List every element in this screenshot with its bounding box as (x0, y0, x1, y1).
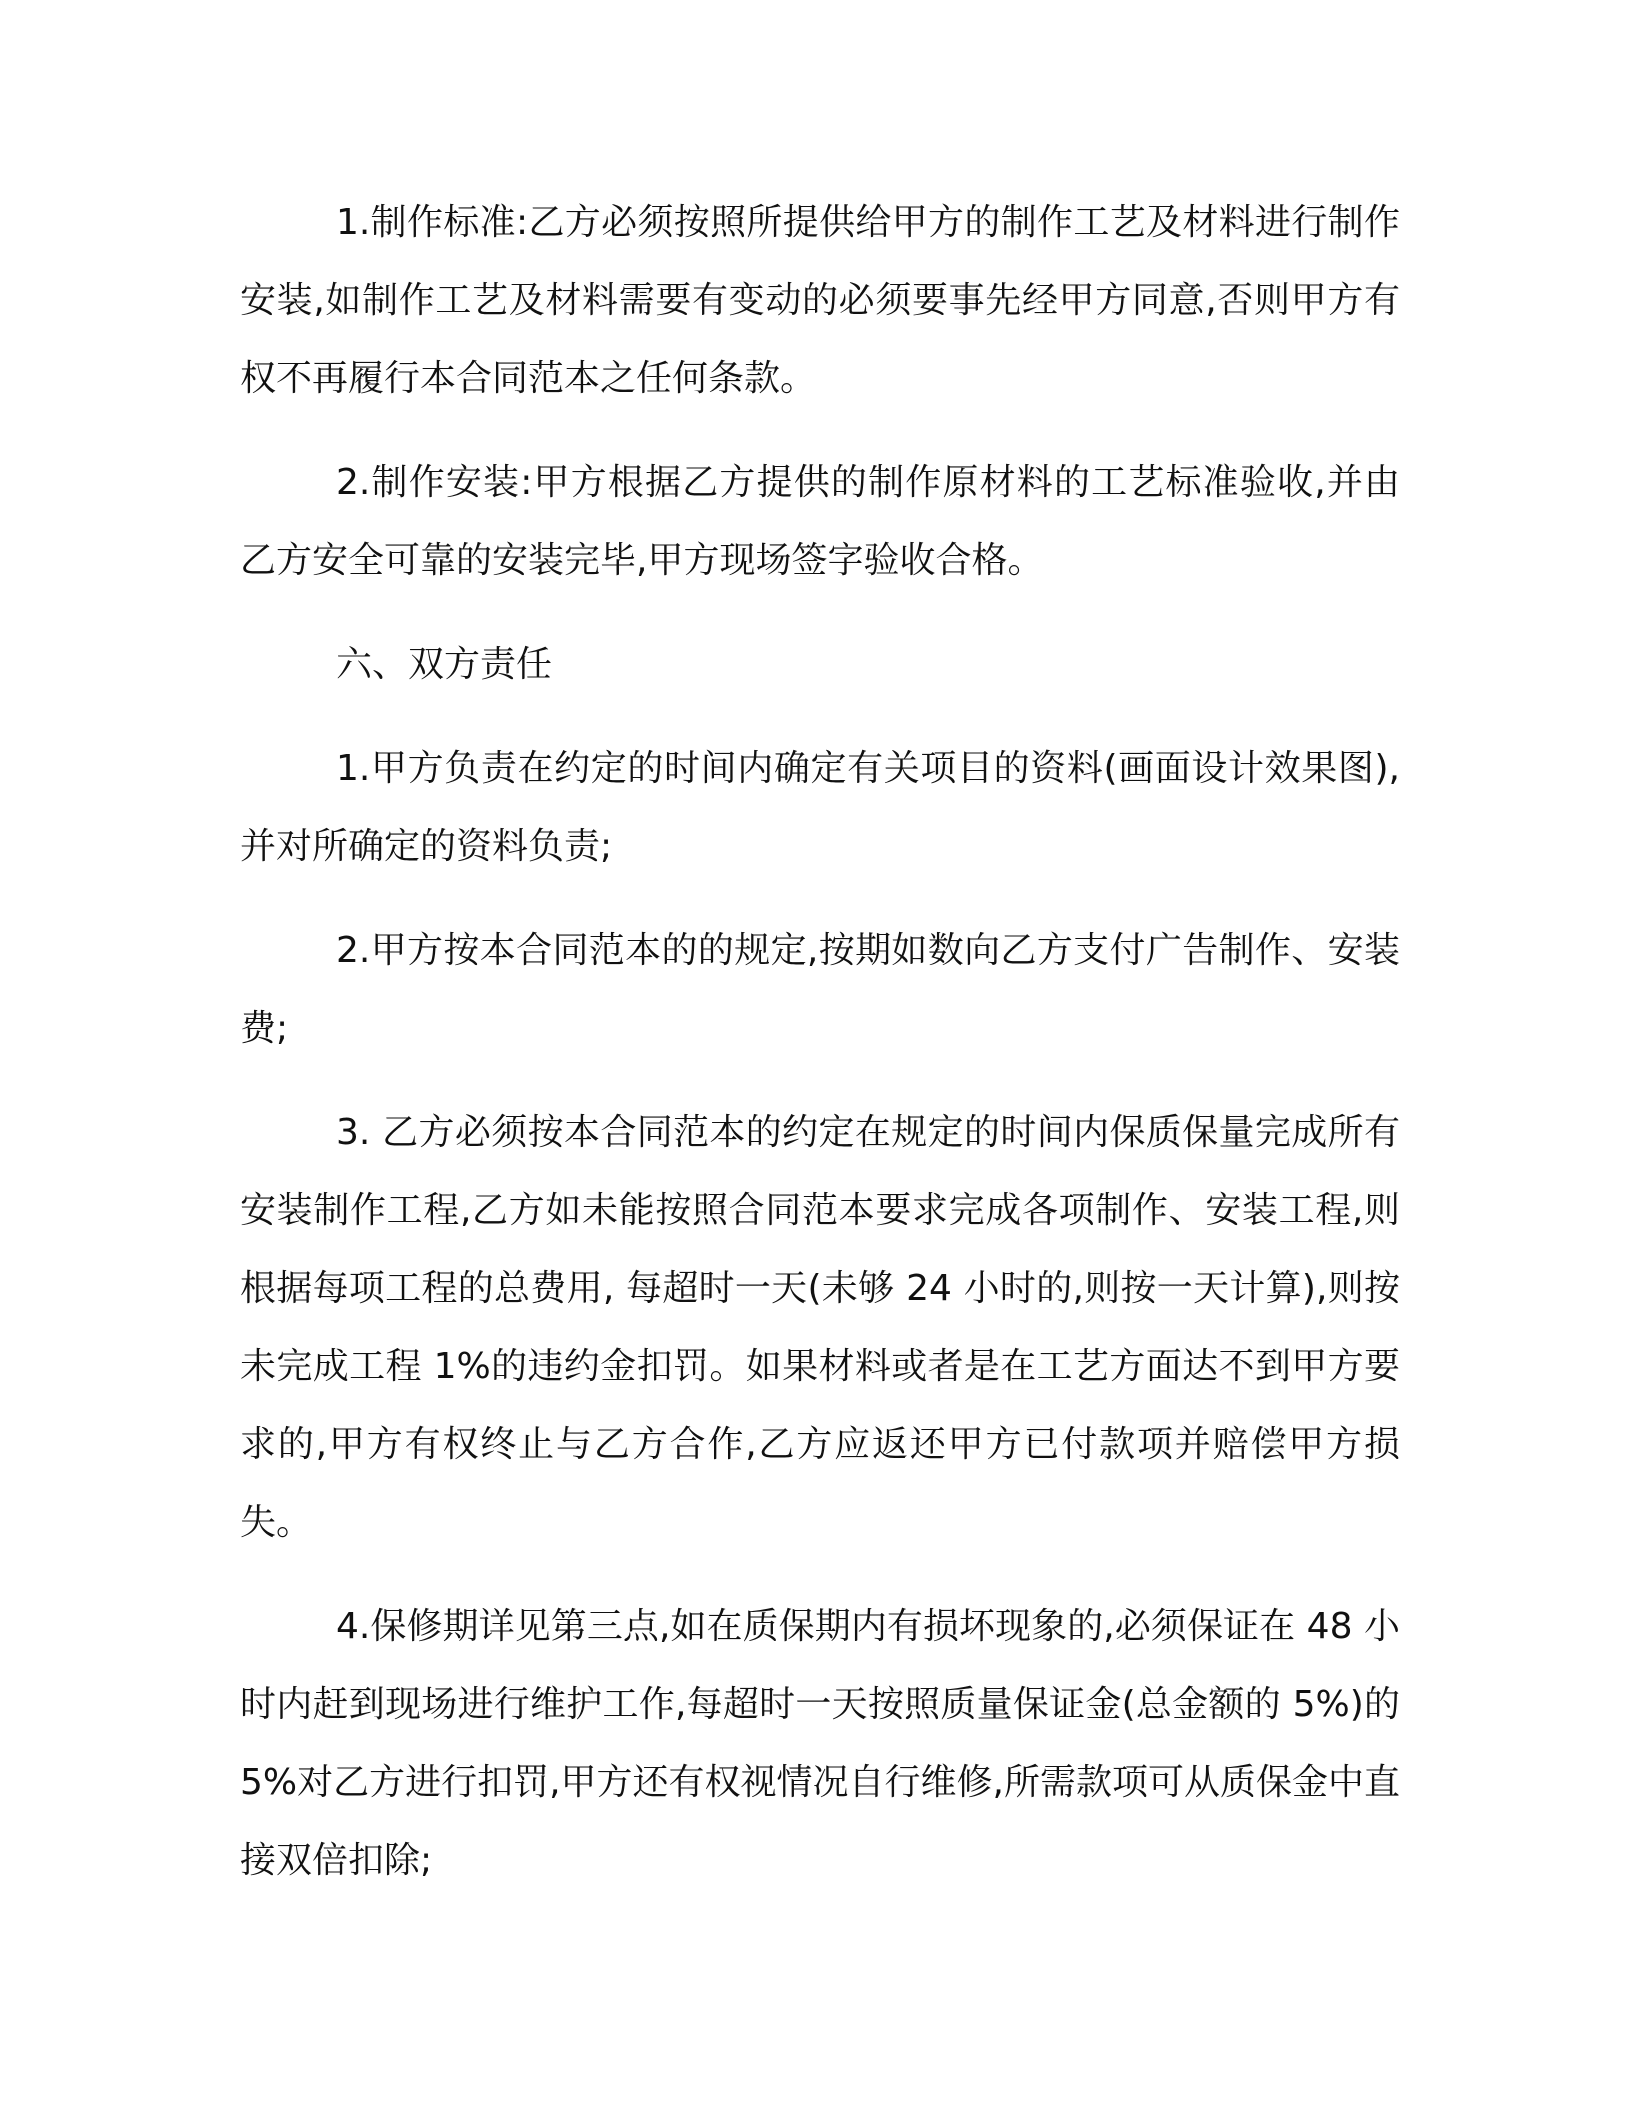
clause-party-a-materials: 1.甲方负责在约定的时间内确定有关项目的资料(画面设计效果图),并对所确定的资料负责; (240, 748, 1400, 867)
clause-party-a-payment: 2.甲方按本合同范本的的规定,按期如数向乙方支付广告制作、安装费; (240, 930, 1400, 1049)
section-heading-responsibilities: 六、双方责任 (336, 644, 553, 685)
clause-warranty: 4.保修期详见第三点,如在质保期内有损坏现象的,必须保证在 48 小时内赶到现场进行维护工作,每超时一天按照质量保证金(总金额的 5%)的 5%对乙方进行扣罚,甲方还有权视情况自行维修,所需款项可从质保金中直接双倍扣除; (240, 1606, 1400, 1881)
clause-production-installation: 2.制作安装:甲方根据乙方提供的制作原材料的工艺标准验收,并由乙方安全可靠的安装完毕,甲方现场签字验收合格。 (240, 462, 1400, 581)
clause-party-b-completion: 3. 乙方必须按本合同范本的约定在规定的时间内保质保量完成所有安装制作工程,乙方如未能按照合同范本要求完成各项制作、安装工程,则根据每项工程的总费用, 每超时一天(未够 24 小时的,则按一天计算),则按未完成工程 1%的违约金扣罚。如果材料或者是在工艺方面达不到甲方要求的,甲方有权终止与乙方合作,乙方应返还甲方已付款项并赔偿甲方损失。 (240, 1112, 1400, 1543)
clause-production-standard: 1.制作标准:乙方必须按照所提供给甲方的制作工艺及材料进行制作安装,如制作工艺及材料需要有变动的必须要事先经甲方同意,否则甲方有权不再履行本合同范本之任何条款。 (240, 202, 1400, 399)
document-body (240, 184, 1400, 1926)
